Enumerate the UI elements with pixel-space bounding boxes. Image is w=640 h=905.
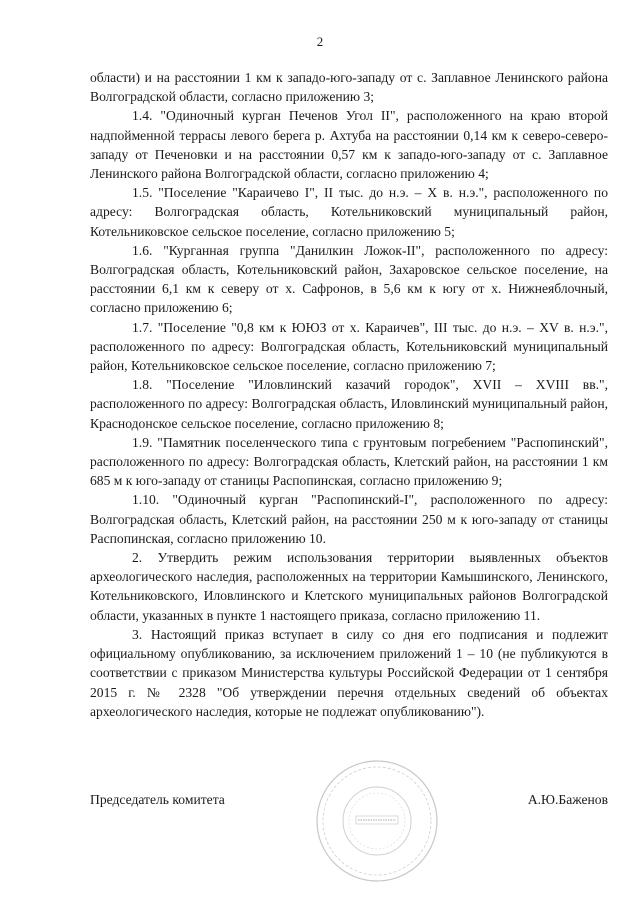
signer-title: Председатель комитета	[90, 792, 225, 807]
paragraph-item-1-8: 1.8. "Поселение "Иловлинский казачий городок", XVII – XVIII вв.", расположенного по адресу: Волгоградская область, Иловлинский муниципальный район, Краснодонское сельское поселение, согласно приложению 8;	[90, 377, 608, 431]
paragraph-item-1-9: 1.9. "Памятник поселенческого типа с грунтовым погребением "Распопинский", расположенного по адресу: Волгоградская область, Клетский район, на расстоянии 1 км 685 м к юго-западу от станицы Распопинская, согласно приложению 9;	[90, 434, 608, 489]
paragraph-item-1-6: 1.6. "Курганная группа "Данилкин Ложок-II", расположенного по адресу: Волгоградская область, Котельниковский район, Захаровское сельское поселение, на расстоянии 6,1 км к северу от х. Сафронов, в 5,6 км к югу от х. Нижнеяблочный, согласно приложению 6;	[90, 242, 608, 316]
signer-name: А.Ю.Баженов	[527, 792, 608, 807]
paragraph-item-1-10: 1.10. "Одиночный курган "Распопинский-I", расположенного по адресу: Волгоградская область, Клетский район, на расстоянии 250 м к юго-западу от станицы Распопинская, согласно приложению 10.	[90, 492, 608, 546]
paragraph-item-2: 2. Утвердить режим использования территории выявленных объектов археологического наследия, расположенных на территории Камышинского, Ленинского, Котельниковского, Иловлинского и Клетского муниципальных районов Волгоградской области, указанных в пункте 1 настоящего приказа, согласно приложению 11.	[90, 550, 608, 623]
signature-block	[90, 792, 608, 816]
paragraph-item-3: 3. Настоящий приказ вступает в силу со дня его подписания и подлежит официальному опубликованию, за исключением приложений 1 – 10 (не публикуются в соответствии с приказом Министерства культуры Российской Федерации от 1 сентября 2015 г. № 2328 "Об утверждении перечня отдельных сведений об объектах археологического наследия, которые не подлежат опубликованию").	[90, 626, 608, 719]
page-number: 2	[316, 34, 324, 49]
paragraph-item-1-7: 1.7. "Поселение "0,8 км к ЮЮЗ от х. Караичев", III тыс. до н.э. – XV в. н.э.", расположенного по адресу: Волгоградская область, Котельниковский муниципальный район, Котельниковское сельское поселение, согласно приложению 7;	[90, 319, 608, 374]
paragraph-item-1-4: 1.4. "Одиночный курган Печенов Угол II", расположенного на краю второй надпойменной террасы левого берега р. Ахтуба на расстоянии 0,14 км к северо-северо-западу от Печеновки и на расстоянии 0,57 км к западо-юго-западу от с. Заплавное Ленинского района Волгоградской области, согласно приложению 4;	[90, 108, 608, 182]
paragraph-item-1-5: 1.5. "Поселение "Караичево I", II тыс. до н.э. – X в. н.э.", расположенного по адресу: Волгоградская область, Котельниковский муниципальный район, Котельниковское сельское поселение, согласно приложению 5;	[90, 185, 608, 239]
document-body	[90, 68, 608, 721]
paragraph-continuation: области) и на расстоянии 1 км к западо-юго-западу от с. Заплавное Ленинского района Волгоградской области, согласно приложению 3;	[90, 70, 608, 105]
official-seal-stamp	[312, 756, 442, 886]
